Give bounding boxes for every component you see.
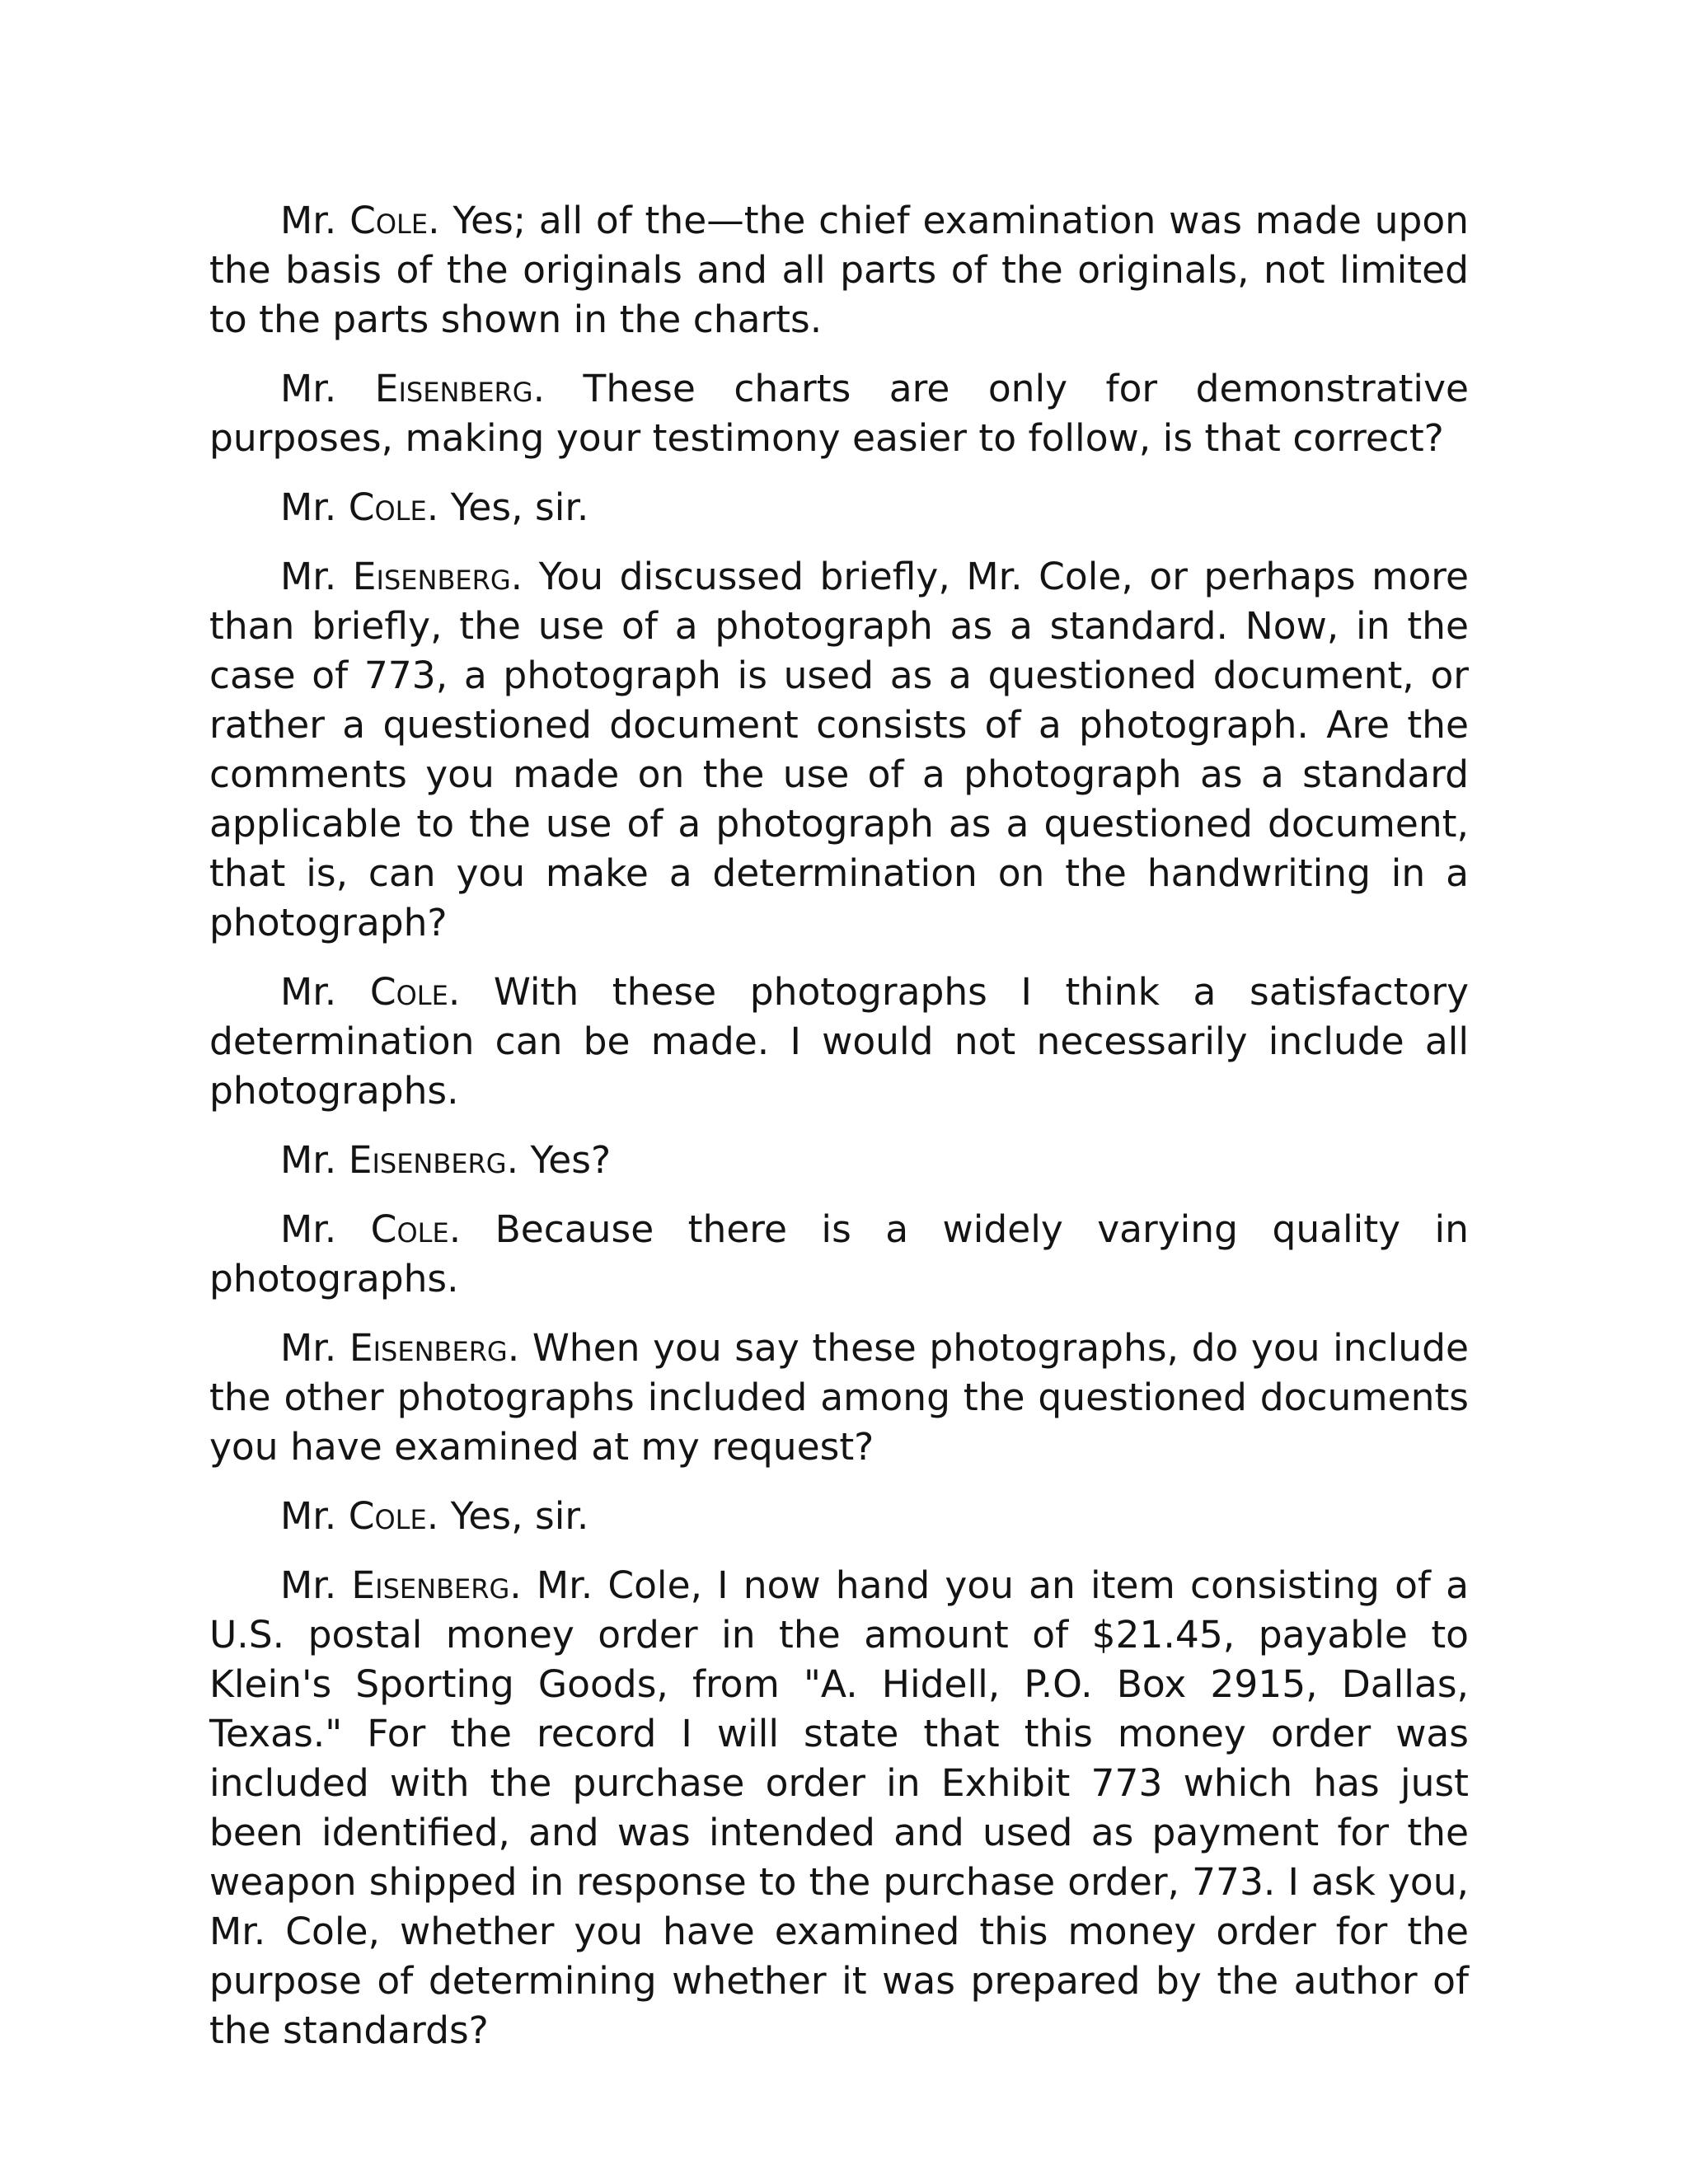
speaker-name: Eisenberg [374,367,533,410]
testimony-text: With these photographs I think a satisfactory determination can be made. I would not necessarily include all photographs. [209,970,1469,1113]
speaker-name: Cole [348,485,427,529]
speaker-name: Cole [348,1494,427,1538]
speaker-name: Cole [369,970,448,1014]
testimony-paragraph: Mr. Cole. With these photographs I think a satisfactory determination can be made. I would not necessarily include all photographs. [209,970,1469,1113]
testimony-text: You discussed briefly, Mr. Cole, or perhaps more than briefly, the use of a photograph as a standard. Now, in the case of 773, a photograph is used as a questioned document, or rather a questioned document consists of a photograph. Are the comments you made on the use of a photograph as a standard applicable to the use of a photograph as a questioned document, that is, can you make a determination on the handwriting in a photograph? [209,555,1469,944]
speaker-honorific: Mr. [280,970,337,1014]
speaker-name: Eisenberg [349,1326,508,1370]
testimony-text: Yes; all of the—the chief examination was made upon the basis of the originals and all parts of the originals, not limited to the parts shown in the charts. [209,199,1469,341]
testimony-text: Because there is a widely varying quality in photographs. [209,1207,1469,1301]
speaker-name: Eisenberg [352,555,511,598]
testimony-text: Mr. Cole, I now hand you an item consisting of a U.S. postal money order in the amount of $21.45, payable to Klein's Sporting Goods, from "A. Hidell, P.O. Box 2915, Dallas, Texas." For the record I will state that this money order was included with the purchase order in Exhibit 773 which has just been identified, and was intended and used as payment for the weapon shipped in response to the purchase order, 773. I ask you, Mr. Cole, whether you have examined this money order for the purpose of determining whether it was prepared by the author of the standards? [209,1563,1469,2052]
speaker-honorific: Mr. [280,555,337,598]
testimony-text: When you say these photographs, do you include the other photographs included among the questioned documents you have examined at my request? [209,1326,1469,1469]
speaker-honorific: Mr. [280,485,337,529]
testimony-text: Yes? [530,1138,612,1182]
testimony-paragraph: Mr. Eisenberg. These charts are only for demonstrative purposes, making your testimony easier to follow, is that correct? [209,367,1469,460]
testimony-text: Yes, sir. [450,1494,589,1538]
speaker-name: Eisenberg [351,1563,510,1607]
testimony-text: These charts are only for demonstrative purposes, making your testimony easier to follow, is that correct? [209,367,1469,460]
speaker-honorific: Mr. [280,1326,337,1370]
speaker-honorific: Mr. [280,1563,337,1607]
speaker-honorific: Mr. [280,199,337,242]
testimony-text: Yes, sir. [450,485,589,529]
speaker-name: Cole [370,1207,449,1251]
speaker-honorific: Mr. [280,1207,337,1251]
speaker-name: Cole [349,199,429,242]
testimony-paragraph: Mr. Cole. Yes, sir. [280,485,589,529]
speaker-honorific: Mr. [280,1138,337,1182]
speaker-name: Eisenberg [348,1138,507,1182]
speaker-honorific: Mr. [280,1494,337,1538]
testimony-paragraph: Mr. Eisenberg. When you say these photographs, do you include the other photographs included among the questioned documents you have examined at my request? [209,1326,1469,1469]
transcript-page [209,196,1469,2075]
testimony-paragraph: Mr. Cole. Yes, sir. [280,1494,589,1538]
speaker-honorific: Mr. [280,367,337,410]
testimony-paragraph: Mr. Cole. Because there is a widely varying quality in photographs. [209,1207,1469,1301]
testimony-paragraph: Mr. Eisenberg. Mr. Cole, I now hand you an item consisting of a U.S. postal money order in the amount of $21.45, payable to Klein's Sporting Goods, from "A. Hidell, P.O. Box 2915, Dallas, Texas." For the record I will state that this money order was included with the purchase order in Exhibit 773 which has just been identified, and was intended and used as payment for the weapon shipped in response to the purchase order, 773. I ask you, Mr. Cole, whether you have examined this money order for the purpose of determining whether it was prepared by the author of the standards? [209,1563,1469,2052]
testimony-paragraph: Mr. Cole. Yes; all of the—the chief examination was made upon the basis of the originals and all parts of the originals, not limited to the parts shown in the charts. [209,199,1469,341]
testimony-paragraph: Mr. Eisenberg. Yes? [280,1138,612,1182]
testimony-paragraph: Mr. Eisenberg. You discussed briefly, Mr. Cole, or perhaps more than briefly, the use of a photograph as a standard. Now, in the case of 773, a photograph is used as a questioned document, or rather a questioned document consists of a photograph. Are the comments you made on the use of a photograph as a standard applicable to the use of a photograph as a questioned document, that is, can you make a determination on the handwriting in a photograph? [209,555,1469,944]
